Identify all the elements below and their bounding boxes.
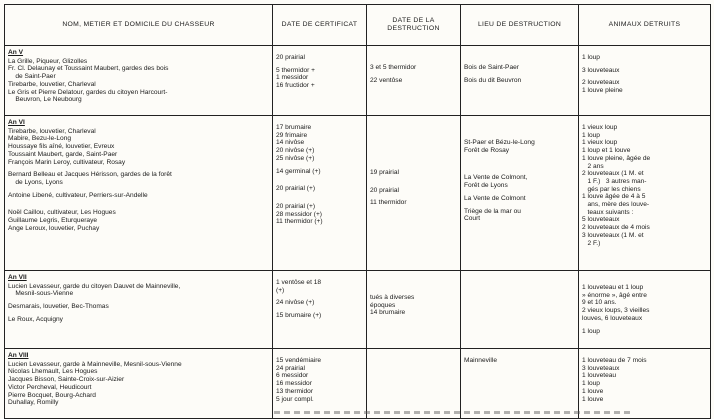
entry-line: 20 prairial	[276, 54, 305, 61]
entry-line: La Vente de Colmont	[464, 194, 526, 202]
period-row	[5, 46, 711, 116]
entry-line: » énorme », âgé entre	[582, 291, 647, 299]
entry-line: de Saint-Paer	[8, 73, 56, 81]
entry-line: 1 loup	[582, 327, 600, 335]
entry-line: 24 prairial	[276, 364, 305, 372]
period-row	[5, 271, 711, 349]
entry-line: époques	[370, 301, 396, 309]
entry-line: 17 brumaire	[276, 124, 312, 131]
cell-cert	[273, 349, 367, 419]
entry-line: 1 ventôse et 18	[276, 279, 322, 286]
entry-line: Duhallay, Romilly	[8, 399, 59, 407]
cell-cert	[273, 116, 367, 271]
cropped-footer-marks	[274, 411, 634, 414]
entry-line: 20 prairial (+)	[276, 185, 316, 193]
entry-line: 25 nivôse (+)	[276, 154, 315, 162]
cell-name	[5, 271, 273, 349]
entry-line: 1 louve âgée de 4 à 5	[582, 193, 646, 201]
entry-line: 3 et 5 thermidor	[370, 64, 417, 71]
entry-line: 1 messidor	[276, 74, 309, 82]
entry-line: 20 nivôse (+)	[276, 147, 315, 155]
entry-line: 1 louveteau	[582, 372, 617, 380]
cell-cert	[273, 271, 367, 349]
entry-line: 16 messidor	[276, 380, 312, 388]
entry-line: Fr. Cl. Delaunay et Toussaint Maubert, gardes des bois	[8, 65, 169, 73]
entry-line: 20 prairial	[370, 186, 399, 194]
entry-line: Forêt de Lyons	[464, 182, 508, 190]
entry-line: 5 thermidor +	[276, 66, 316, 74]
entry-line: Jacques Bisson, Sainte-Croix-sur-Aizier	[8, 376, 125, 384]
entry-line: 1 louve pleine	[582, 87, 623, 95]
entry-line: 2 F.)	[582, 239, 601, 247]
entry-line: 2 vieux loups, 3 vieilles	[582, 307, 650, 315]
cell-cert	[273, 46, 367, 116]
cell-animals	[579, 116, 711, 271]
cell-animals	[579, 271, 711, 349]
period-row	[5, 349, 711, 419]
entry-line: Tirebarbe, louvetier, Charleval	[8, 127, 96, 135]
entry-line: 1 louve	[582, 387, 604, 395]
entry-line: 1 loup	[582, 131, 600, 139]
entry-line: Mainneville	[464, 357, 497, 364]
entry-line: Nicolas Lhemault, Les Hogues	[8, 368, 98, 376]
entry-line: 1 vieux loup	[582, 139, 618, 147]
entry-line: 3 louveteaux (1 M. et	[582, 231, 644, 239]
entry-line: 1 vieux loup	[582, 124, 618, 131]
entry-line: 24 nivôse (+)	[276, 299, 315, 307]
entry-line: François Marin Leroy, cultivateur, Rosay	[8, 158, 126, 166]
entry-line: 13 thermidor	[276, 387, 314, 395]
entry-line: Bois du dit Beuvron	[464, 76, 522, 84]
cell-place	[461, 116, 579, 271]
cell-destr	[367, 271, 461, 349]
entry-line: 1 louveteau et 1 loup	[582, 284, 644, 291]
entry-line: 9 et 10 ans.	[582, 299, 617, 307]
entry-line: La Grille, Piqueur, Glizolles	[8, 57, 88, 65]
entry-line: teaux suivants :	[582, 208, 634, 216]
entry-line: Le Roux, Acquigny	[8, 315, 63, 323]
entry-line: Beuvron, Le Neubourg	[8, 96, 82, 104]
entry-line: 5 jour compl.	[276, 395, 314, 403]
entry-line: 19 prairial	[370, 169, 399, 176]
entry-line: 2 louveteaux (1 M. et	[582, 170, 644, 178]
entry-line: Forêt de Rosay	[464, 146, 510, 154]
entry-line: 1 loup	[582, 54, 600, 61]
entry-line: 3 louveteaux	[582, 66, 620, 74]
entry-line: Le Gris et Pierre Delatour, gardes du citoyen Harcourt-	[8, 88, 168, 96]
entry-line: Victor Percheval, Heudicourt	[8, 383, 92, 391]
entry-line: 1 loup	[582, 380, 600, 388]
entry-line: Triège de la mar ou	[464, 207, 521, 215]
period-label: An VI	[8, 119, 25, 126]
entry-line: 1 F.) 3 autres man-	[582, 177, 647, 185]
entry-line: de Lyons, Lyons	[8, 178, 63, 186]
header-cert-date: DATE DE CERTIFICAT	[273, 5, 367, 46]
entry-line: ans, mère des louve-	[582, 201, 650, 209]
entry-line: 2 louveteaux	[582, 79, 620, 87]
spacer	[464, 274, 575, 279]
entry-line: Mabire, Bezu-le-Long	[8, 135, 72, 143]
entry-line: 1 louveteau de 7 mois	[582, 357, 647, 364]
cell-place	[461, 349, 579, 419]
entry-line: 11 thermidor (+)	[276, 218, 323, 226]
entry-line: 20 prairial (+)	[276, 202, 316, 210]
header-name: NOM, METIER ET DOMICILE DU CHASSEUR	[5, 5, 273, 46]
period-label: An VII	[8, 274, 27, 281]
cell-name	[5, 349, 273, 419]
cell-name	[5, 46, 273, 116]
wolf-destruction-table	[4, 4, 711, 419]
entry-line: 2 ans	[582, 162, 604, 170]
entry-line: Lucien Levasseur, garde du citoyen Dauvet de Mainneville,	[8, 282, 181, 290]
entry-line: Pierre Bocquet, Bourg-Achard	[8, 391, 96, 399]
entry-line: Bois de Saint-Paer	[464, 64, 519, 71]
entry-line: 1 louve	[582, 395, 604, 403]
entry-line: (+)	[276, 286, 285, 294]
entry-line: Mesnil-sous-Vienne	[8, 290, 74, 298]
header-place: LIEU DE DESTRUCTION	[461, 5, 579, 46]
entry-line: Court	[464, 215, 481, 223]
entry-line: 1 loup et 1 louve	[582, 147, 631, 155]
entry-line: 29 frimaire	[276, 131, 308, 139]
entry-line: 22 ventôse	[370, 76, 403, 84]
cell-destr	[367, 349, 461, 419]
entry-line: Desmarais, louvetier, Bec-Thomas	[8, 303, 109, 311]
entry-line: tués à diverses	[370, 294, 415, 301]
entry-line: Noël Caillou, cultivateur, Les Hogues	[8, 209, 116, 217]
header-destruction-date: DATE DE LA DESTRUCTION	[367, 5, 461, 46]
entry-line: 5 louveteaux	[582, 216, 620, 224]
entry-line: 11 thermidor	[370, 199, 407, 207]
entry-line: 3 louveteaux	[582, 364, 620, 372]
cell-place	[461, 271, 579, 349]
entry-line: 2 louveteaux de 4 mois	[582, 224, 650, 232]
entry-line: gés par les chiens	[582, 185, 641, 193]
entry-line: 6 messidor	[276, 372, 309, 380]
period-label: An V	[8, 49, 24, 56]
spacer	[370, 352, 457, 357]
cell-animals	[579, 46, 711, 116]
period-label: An VIII	[8, 352, 29, 359]
entry-line: Houssaye fils aîné, louvetier, Evreux	[8, 143, 115, 151]
entry-line: 28 messidor (+)	[276, 210, 322, 218]
period-row	[5, 116, 711, 271]
cell-destr	[367, 46, 461, 116]
entry-line: Toussaint Maubert, garde, Saint-Paer	[8, 150, 118, 158]
entry-line: La Vente de Colmont,	[464, 174, 528, 182]
table-header-row	[5, 5, 711, 46]
cell-animals	[579, 349, 711, 419]
entry-line: 1 louve pleine, âgée de	[582, 154, 651, 162]
cell-place	[461, 46, 579, 116]
entry-line: 16 fructidor +	[276, 82, 315, 90]
entry-line: Bernard Belleau et Jacques Hérisson, gardes de la forêt	[8, 171, 172, 179]
entry-line: Guillaume Legris, Eturqueraye	[8, 217, 98, 225]
entry-line: 14 brumaire	[370, 309, 406, 317]
entry-line: Tirebarbe, louvetier, Charleval	[8, 80, 96, 88]
entry-line: 15 brumaire (+)	[276, 312, 322, 320]
entry-line: louves, 6 louveteaux	[582, 314, 643, 322]
cell-destr	[367, 116, 461, 271]
entry-line: 14 nivôse	[276, 139, 305, 147]
entry-line: 14 germinal (+)	[276, 167, 321, 175]
entry-line: St-Paer et Bézu-le-Long	[464, 139, 535, 146]
entry-line: Ange Leroux, louvetier, Puchay	[8, 224, 100, 232]
hunting-register-document	[4, 4, 710, 409]
entry-line: Antoine Libené, cultivateur, Perriers-sur-Andelle	[8, 191, 148, 199]
entry-line: Lucien Levasseur, garde à Mainneville, Mesnil-sous-Vienne	[8, 360, 182, 368]
cell-name	[5, 116, 273, 271]
entry-line: 15 vendémiaire	[276, 357, 322, 364]
header-animals: ANIMAUX DETRUITS	[579, 5, 711, 46]
